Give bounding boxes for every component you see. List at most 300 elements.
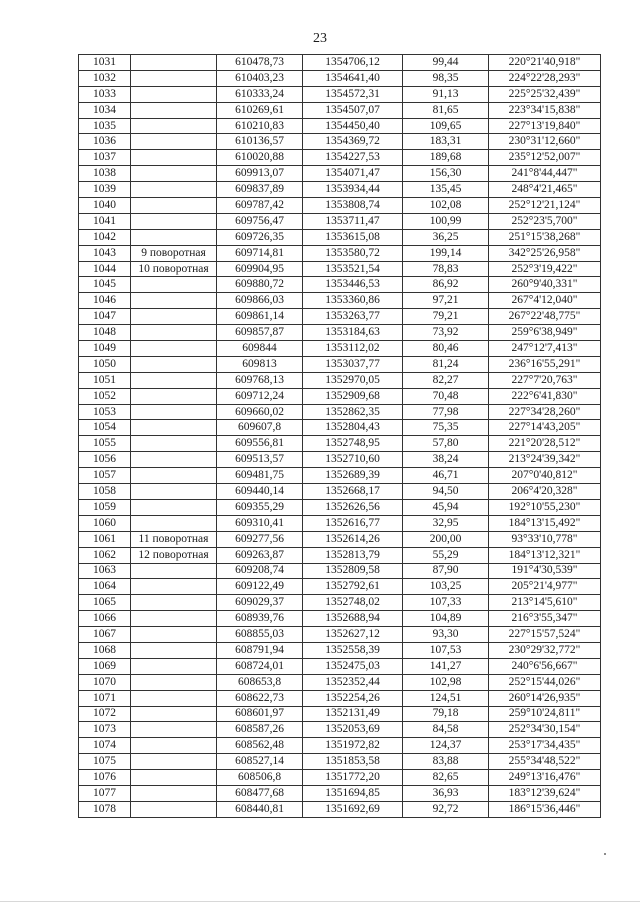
point-number-cell: 1051 [79,372,131,388]
coordinate-x-cell: 609277,56 [217,531,303,547]
coordinate-y-cell: 1353446,53 [303,277,403,293]
table-row [79,277,601,293]
point-name-cell [131,579,217,595]
table-row [79,690,601,706]
coordinate-y-cell: 1353112,02 [303,341,403,357]
table-row [79,372,601,388]
table-row [79,309,601,325]
segment-length-cell: 84,58 [403,722,489,738]
coordinate-y-cell: 1352352,44 [303,674,403,690]
point-name-cell [131,404,217,420]
point-name-cell [131,388,217,404]
direction-angle-cell: 220°21'40,918" [489,55,601,71]
table-row [79,722,601,738]
point-name-cell [131,166,217,182]
table-row [79,134,601,150]
coordinate-x-cell: 609208,74 [217,563,303,579]
point-number-cell: 1074 [79,738,131,754]
point-name-cell [131,341,217,357]
direction-angle-cell: 259°10'24,811" [489,706,601,722]
coordinate-y-cell: 1353934,44 [303,182,403,198]
direction-angle-cell: 236°16'55,291" [489,356,601,372]
coordinate-x-cell: 609355,29 [217,499,303,515]
coordinate-y-cell: 1352254,26 [303,690,403,706]
segment-length-cell: 199,14 [403,245,489,261]
segment-length-cell: 81,65 [403,102,489,118]
point-number-cell: 1059 [79,499,131,515]
point-name-cell [131,452,217,468]
segment-length-cell: 109,65 [403,118,489,134]
point-number-cell: 1041 [79,213,131,229]
table-row [79,515,601,531]
coordinate-y-cell: 1351972,82 [303,738,403,754]
point-number-cell: 1054 [79,420,131,436]
direction-angle-cell: 252°23'5,700" [489,213,601,229]
coordinate-x-cell: 608440,81 [217,801,303,817]
scan-speck [604,853,606,855]
coordinate-y-cell: 1352688,94 [303,611,403,627]
point-name-cell [131,738,217,754]
direction-angle-cell: 235°12'52,007" [489,150,601,166]
direction-angle-cell: 213°24'39,342" [489,452,601,468]
coordinate-x-cell: 608506,8 [217,770,303,786]
segment-length-cell: 107,33 [403,595,489,611]
coordinate-x-cell: 610136,57 [217,134,303,150]
coordinate-x-cell: 609861,14 [217,309,303,325]
point-number-cell: 1044 [79,261,131,277]
coordinate-x-cell: 609029,37 [217,595,303,611]
segment-length-cell: 82,27 [403,372,489,388]
point-name-cell: 12 поворотная [131,547,217,563]
segment-length-cell: 102,08 [403,198,489,214]
table-row [79,452,601,468]
coordinate-x-cell: 609607,8 [217,420,303,436]
point-number-cell: 1076 [79,770,131,786]
direction-angle-cell: 260°9'40,331" [489,277,601,293]
point-number-cell: 1069 [79,658,131,674]
direction-angle-cell: 227°15'57,524" [489,627,601,643]
point-name-cell [131,484,217,500]
segment-length-cell: 100,99 [403,213,489,229]
segment-length-cell: 77,98 [403,404,489,420]
segment-length-cell: 32,95 [403,515,489,531]
point-number-cell: 1062 [79,547,131,563]
coordinate-y-cell: 1352970,05 [303,372,403,388]
point-number-cell: 1032 [79,70,131,86]
direction-angle-cell: 252°3'19,422" [489,261,601,277]
direction-angle-cell: 184°13'12,321" [489,547,601,563]
coordinate-x-cell: 609880,72 [217,277,303,293]
coordinate-y-cell: 1352616,77 [303,515,403,531]
point-name-cell [131,706,217,722]
coordinate-y-cell: 1351692,69 [303,801,403,817]
direction-angle-cell: 230°31'12,660" [489,134,601,150]
direction-angle-cell: 342°25'26,958" [489,245,601,261]
table-row [79,245,601,261]
point-name-cell [131,785,217,801]
direction-angle-cell: 216°3'55,347" [489,611,601,627]
direction-angle-cell: 186°15'36,446" [489,801,601,817]
direction-angle-cell: 205°21'4,977" [489,579,601,595]
point-number-cell: 1053 [79,404,131,420]
coordinate-x-cell: 609714,81 [217,245,303,261]
direction-angle-cell: 252°12'21,124" [489,198,601,214]
direction-angle-cell: 222°6'41,830" [489,388,601,404]
coordinate-x-cell: 608724,01 [217,658,303,674]
point-name-cell [131,356,217,372]
coordinate-x-cell: 609440,14 [217,484,303,500]
point-name-cell [131,595,217,611]
point-number-cell: 1064 [79,579,131,595]
segment-length-cell: 99,44 [403,55,489,71]
coordinate-x-cell: 608653,8 [217,674,303,690]
direction-angle-cell: 192°10'55,230" [489,499,601,515]
point-name-cell [131,515,217,531]
direction-angle-cell: 207°0'40,812" [489,468,601,484]
direction-angle-cell: 213°14'5,610" [489,595,601,611]
point-number-cell: 1043 [79,245,131,261]
direction-angle-cell: 191°4'30,539" [489,563,601,579]
point-name-cell [131,213,217,229]
direction-angle-cell: 206°4'20,328" [489,484,601,500]
segment-length-cell: 91,13 [403,86,489,102]
coordinate-y-cell: 1352558,39 [303,642,403,658]
coordinate-y-cell: 1352627,12 [303,627,403,643]
segment-length-cell: 83,88 [403,754,489,770]
segment-length-cell: 80,46 [403,341,489,357]
table-row [79,70,601,86]
point-number-cell: 1031 [79,55,131,71]
point-name-cell [131,611,217,627]
point-number-cell: 1070 [79,674,131,690]
direction-angle-cell: 247°12'7,413" [489,341,601,357]
segment-length-cell: 45,94 [403,499,489,515]
coordinate-y-cell: 1351694,85 [303,785,403,801]
point-number-cell: 1072 [79,706,131,722]
table-row [79,229,601,245]
point-number-cell: 1060 [79,515,131,531]
point-name-cell [131,770,217,786]
segment-length-cell: 36,93 [403,785,489,801]
table-row [79,293,601,309]
direction-angle-cell: 240°6'56,667" [489,658,601,674]
segment-length-cell: 104,89 [403,611,489,627]
coordinate-x-cell: 609712,24 [217,388,303,404]
direction-angle-cell: 224°22'28,293" [489,70,601,86]
segment-length-cell: 82,65 [403,770,489,786]
coordinate-x-cell: 609513,57 [217,452,303,468]
segment-length-cell: 87,90 [403,563,489,579]
segment-length-cell: 78,83 [403,261,489,277]
point-number-cell: 1075 [79,754,131,770]
table-row [79,611,601,627]
segment-length-cell: 79,18 [403,706,489,722]
segment-length-cell: 183,31 [403,134,489,150]
table-row [79,658,601,674]
point-name-cell [131,102,217,118]
direction-angle-cell: 227°34'28,260" [489,404,601,420]
segment-length-cell: 98,35 [403,70,489,86]
direction-angle-cell: 252°15'44,026" [489,674,601,690]
coordinate-x-cell: 610210,83 [217,118,303,134]
coordinate-y-cell: 1353037,77 [303,356,403,372]
coordinate-y-cell: 1353808,74 [303,198,403,214]
point-number-cell: 1039 [79,182,131,198]
table-row [79,642,601,658]
direction-angle-cell: 248°4'21,465" [489,182,601,198]
coordinate-x-cell: 610403,23 [217,70,303,86]
scan-edge-line [0,901,640,902]
segment-length-cell: 124,37 [403,738,489,754]
table-row [79,738,601,754]
coordinate-y-cell: 1352804,43 [303,420,403,436]
point-name-cell: 10 поворотная [131,261,217,277]
point-number-cell: 1078 [79,801,131,817]
coordinate-x-cell: 608622,73 [217,690,303,706]
segment-length-cell: 46,71 [403,468,489,484]
coordinate-x-cell: 609660,02 [217,404,303,420]
coordinate-y-cell: 1351853,58 [303,754,403,770]
coordinate-x-cell: 609481,75 [217,468,303,484]
coordinate-y-cell: 1353360,86 [303,293,403,309]
point-name-cell [131,55,217,71]
coordinate-x-cell: 609263,87 [217,547,303,563]
point-number-cell: 1046 [79,293,131,309]
table-row [79,770,601,786]
coordinate-y-cell: 1352475,03 [303,658,403,674]
point-name-cell [131,468,217,484]
direction-angle-cell: 227°14'43,205" [489,420,601,436]
point-name-cell [131,420,217,436]
segment-length-cell: 189,68 [403,150,489,166]
point-name-cell [131,309,217,325]
segment-length-cell: 124,51 [403,690,489,706]
table-row [79,801,601,817]
coordinate-x-cell: 610269,61 [217,102,303,118]
coordinate-y-cell: 1352809,58 [303,563,403,579]
point-number-cell: 1042 [79,229,131,245]
segment-length-cell: 141,27 [403,658,489,674]
coordinate-x-cell: 608855,03 [217,627,303,643]
table-row [79,420,601,436]
point-name-cell [131,642,217,658]
coordinate-y-cell: 1352862,35 [303,404,403,420]
coordinate-y-cell: 1352792,61 [303,579,403,595]
point-name-cell [131,627,217,643]
point-number-cell: 1057 [79,468,131,484]
table-row [79,499,601,515]
table-row [79,404,601,420]
table-row [79,198,601,214]
coordinate-y-cell: 1353580,72 [303,245,403,261]
segment-length-cell: 103,25 [403,579,489,595]
point-number-cell: 1037 [79,150,131,166]
segment-length-cell: 57,80 [403,436,489,452]
coordinate-y-cell: 1354641,40 [303,70,403,86]
point-name-cell: 11 поворотная [131,531,217,547]
direction-angle-cell: 260°14'26,935" [489,690,601,706]
direction-angle-cell: 267°4'12,040" [489,293,601,309]
segment-length-cell: 70,48 [403,388,489,404]
point-number-cell: 1065 [79,595,131,611]
direction-angle-cell: 251°15'38,268" [489,229,601,245]
coordinate-x-cell: 608791,94 [217,642,303,658]
point-name-cell [131,70,217,86]
coordinate-x-cell: 609866,03 [217,293,303,309]
table-row [79,754,601,770]
table-row [79,706,601,722]
segment-length-cell: 135,45 [403,182,489,198]
point-number-cell: 1045 [79,277,131,293]
point-name-cell [131,325,217,341]
coordinate-y-cell: 1354507,07 [303,102,403,118]
coordinate-x-cell: 609837,89 [217,182,303,198]
direction-angle-cell: 221°20'28,512" [489,436,601,452]
table-row [79,261,601,277]
segment-length-cell: 156,30 [403,166,489,182]
table-row [79,785,601,801]
table-row [79,150,601,166]
point-number-cell: 1050 [79,356,131,372]
table-row [79,468,601,484]
point-name-cell [131,277,217,293]
coordinate-y-cell: 1354227,53 [303,150,403,166]
point-name-cell [131,436,217,452]
point-number-cell: 1071 [79,690,131,706]
table-row [79,356,601,372]
coordinate-y-cell: 1353711,47 [303,213,403,229]
point-name-cell [131,372,217,388]
coordinate-y-cell: 1354369,72 [303,134,403,150]
direction-angle-cell: 223°34'15,838" [489,102,601,118]
coordinate-x-cell: 608939,76 [217,611,303,627]
coordinate-x-cell: 609787,42 [217,198,303,214]
point-name-cell [131,118,217,134]
coordinate-x-cell: 609768,13 [217,372,303,388]
point-name-cell [131,134,217,150]
segment-length-cell: 97,21 [403,293,489,309]
table-row [79,595,601,611]
point-name-cell [131,150,217,166]
point-number-cell: 1061 [79,531,131,547]
coordinate-y-cell: 1352909,68 [303,388,403,404]
coordinate-y-cell: 1354071,47 [303,166,403,182]
point-number-cell: 1047 [79,309,131,325]
segment-length-cell: 36,25 [403,229,489,245]
segment-length-cell: 107,53 [403,642,489,658]
coordinate-y-cell: 1352710,60 [303,452,403,468]
coordinate-x-cell: 608587,26 [217,722,303,738]
coordinates-table-body [79,55,601,818]
coordinate-x-cell: 609122,49 [217,579,303,595]
coordinate-y-cell: 1352626,56 [303,499,403,515]
direction-angle-cell: 252°34'30,154" [489,722,601,738]
point-number-cell: 1058 [79,484,131,500]
table-row [79,118,601,134]
point-name-cell [131,182,217,198]
segment-length-cell: 94,50 [403,484,489,500]
direction-angle-cell: 227°13'19,840" [489,118,601,134]
coordinate-y-cell: 1352813,79 [303,547,403,563]
point-name-cell [131,563,217,579]
point-number-cell: 1033 [79,86,131,102]
table-row [79,86,601,102]
segment-length-cell: 38,24 [403,452,489,468]
point-number-cell: 1067 [79,627,131,643]
segment-length-cell: 93,30 [403,627,489,643]
segment-length-cell: 86,92 [403,277,489,293]
coordinate-y-cell: 1354572,31 [303,86,403,102]
coordinate-x-cell: 609844 [217,341,303,357]
point-name-cell [131,801,217,817]
coordinate-x-cell: 609913,07 [217,166,303,182]
coordinate-x-cell: 609904,95 [217,261,303,277]
coordinate-x-cell: 609556,81 [217,436,303,452]
coordinate-x-cell: 609310,41 [217,515,303,531]
direction-angle-cell: 227°7'20,763" [489,372,601,388]
point-number-cell: 1077 [79,785,131,801]
coordinate-x-cell: 609813 [217,356,303,372]
direction-angle-cell: 259°6'38,949" [489,325,601,341]
direction-angle-cell: 267°22'48,775" [489,309,601,325]
point-name-cell [131,86,217,102]
coordinate-x-cell: 610020,88 [217,150,303,166]
point-name-cell [131,658,217,674]
segment-length-cell: 55,29 [403,547,489,563]
point-name-cell [131,499,217,515]
point-name-cell [131,674,217,690]
point-name-cell: 9 поворотная [131,245,217,261]
coordinate-y-cell: 1352131,49 [303,706,403,722]
direction-angle-cell: 93°33'10,778" [489,531,601,547]
point-name-cell [131,722,217,738]
point-number-cell: 1052 [79,388,131,404]
point-number-cell: 1049 [79,341,131,357]
coordinate-y-cell: 1352748,02 [303,595,403,611]
coordinate-y-cell: 1352668,17 [303,484,403,500]
point-number-cell: 1056 [79,452,131,468]
point-number-cell: 1063 [79,563,131,579]
point-number-cell: 1073 [79,722,131,738]
point-name-cell [131,229,217,245]
table-row [79,531,601,547]
table-row [79,436,601,452]
direction-angle-cell: 230°29'32,772" [489,642,601,658]
coordinate-y-cell: 1352614,26 [303,531,403,547]
coordinate-x-cell: 608562,48 [217,738,303,754]
coordinate-y-cell: 1351772,20 [303,770,403,786]
point-number-cell: 1034 [79,102,131,118]
direction-angle-cell: 184°13'15,492" [489,515,601,531]
point-number-cell: 1040 [79,198,131,214]
point-name-cell [131,690,217,706]
segment-length-cell: 79,21 [403,309,489,325]
coordinates-table [78,54,601,818]
coordinate-x-cell: 608477,68 [217,785,303,801]
point-number-cell: 1068 [79,642,131,658]
table-row [79,579,601,595]
direction-angle-cell: 225°25'32,439" [489,86,601,102]
direction-angle-cell: 241°8'44,447" [489,166,601,182]
point-name-cell [131,198,217,214]
coordinate-x-cell: 608601,97 [217,706,303,722]
table-row [79,325,601,341]
coordinate-x-cell: 609756,47 [217,213,303,229]
direction-angle-cell: 183°12'39,624" [489,785,601,801]
segment-length-cell: 92,72 [403,801,489,817]
coordinate-x-cell: 609857,87 [217,325,303,341]
point-number-cell: 1066 [79,611,131,627]
